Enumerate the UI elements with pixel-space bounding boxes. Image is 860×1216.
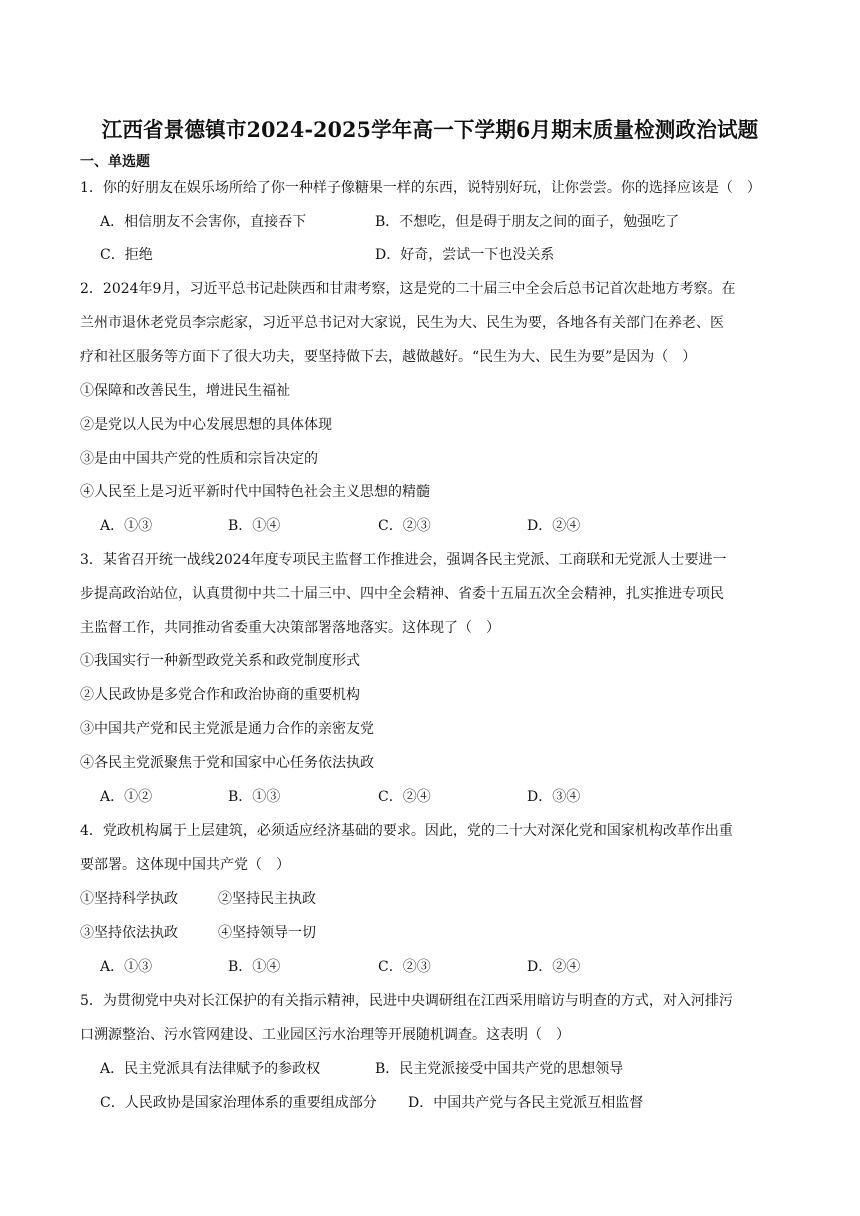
- q3-option-c: C．②④: [378, 789, 431, 805]
- q5-option-b: B．民主党派接受中国共产党的思想领导: [375, 1061, 624, 1077]
- q3-stem-line: 主监督工作，共同推动省委重大决策部署落地落实。这体现了（ ）: [80, 620, 500, 636]
- q2-stem-line: 疗和社区服务等方面下了很大功夫，要坚持做下去，越做越好。“民生为大、民生为要”是因为（ ）: [80, 349, 697, 365]
- q5-stem-line: 口溯源整治、污水管网建设、工业园区污水治理等开展随机调查。这表明（ ）: [80, 1027, 570, 1043]
- q1-stem: 1．你的好朋友在娱乐场所给了你一种样子像糖果一样的东西，说特别好玩，让你尝尝。你的选择应该是（ ）: [80, 180, 761, 196]
- q3-statement: ②人民政协是多党合作和政治协商的重要机构: [80, 687, 360, 703]
- q2-stem-line: 兰州市退休老党员李宗彪家，习近平总书记对大家说，民生为大、民生为要，各地各有关部门在养老、医: [80, 315, 724, 331]
- q4-stem-line: 4．党政机构属于上层建筑，必须适应经济基础的要求。因此，党的二十大对深化党和国家机构改革作出重: [80, 823, 733, 839]
- q4-option-a: A．①③: [100, 959, 153, 975]
- q3-statement: ①我国实行一种新型政党关系和政党制度形式: [80, 653, 360, 669]
- q5-option-a: A．民主党派具有法律赋予的参政权: [100, 1061, 321, 1077]
- q2-statement: ③是由中国共产党的性质和宗旨决定的: [80, 451, 318, 467]
- q4-statement: ②坚持民主执政: [218, 891, 316, 907]
- q1-option-a: A．相信朋友不会害你，直接吞下: [100, 214, 307, 230]
- q4-statement: ①坚持科学执政: [80, 891, 178, 907]
- q4-option-d: D．②④: [527, 959, 581, 975]
- q2-option-b: B．①④: [228, 518, 281, 534]
- q2-statement: ②是党以人民为中心发展思想的具体体现: [80, 417, 332, 433]
- q1-option-b: B．不想吃，但是碍于朋友之间的面子，勉强吃了: [375, 214, 680, 230]
- q2-stem-line: 2．2024年9月，习近平总书记赴陕西和甘肃考察，这是党的二十届三中全会后总书记首次赴地方考察。在: [80, 281, 736, 297]
- section-heading: 一、单选题: [80, 154, 150, 170]
- q4-statement: ③坚持依法执政: [80, 925, 178, 941]
- q3-statement: ③中国共产党和民主党派是通力合作的亲密友党: [80, 721, 374, 737]
- q2-statement: ④人民至上是习近平新时代中国特色社会主义思想的精髓: [80, 484, 430, 500]
- q5-option-d: D．中国共产党与各民主党派互相监督: [408, 1095, 644, 1111]
- q3-option-a: A．①②: [100, 789, 153, 805]
- q2-option-c: C．②③: [378, 518, 431, 534]
- q4-option-b: B．①④: [228, 959, 281, 975]
- q3-stem-line: 3．某省召开统一战线2024年度专项民主监督工作推进会，强调各民主党派、工商联和无党派人士要进一: [80, 552, 727, 568]
- q3-stem-line: 步提高政治站位，认真贯彻中共二十届三中、四中全会精神、省委十五届五次全会精神，扎实推进专项民: [80, 586, 724, 602]
- q4-statement: ④坚持领导一切: [218, 925, 316, 941]
- q2-option-d: D．②④: [527, 518, 581, 534]
- q5-stem-line: 5．为贯彻党中央对长江保护的有关指示精神，民进中央调研组在江西采用暗访与明查的方式，对入河排污: [80, 993, 733, 1009]
- q1-option-c: C．拒绝: [100, 247, 153, 263]
- q3-statement: ④各民主党派聚焦于党和国家中心任务依法执政: [80, 755, 374, 771]
- q1-option-d: D．好奇，尝试一下也没关系: [375, 247, 555, 263]
- q4-stem-line: 要部署。这体现中国共产党（ ）: [80, 857, 290, 873]
- q3-option-d: D．③④: [527, 789, 581, 805]
- q5-option-c: C．人民政协是国家治理体系的重要组成部分: [100, 1095, 377, 1111]
- q4-option-c: C．②③: [378, 959, 431, 975]
- exam-title: 江西省景德镇市2024-2025学年高一下学期6月期末质量检测政治试题: [101, 117, 759, 142]
- q2-statement: ①保障和改善民生，增进民生福祉: [80, 383, 290, 399]
- q2-option-a: A．①③: [100, 518, 153, 534]
- q3-option-b: B．①③: [228, 789, 281, 805]
